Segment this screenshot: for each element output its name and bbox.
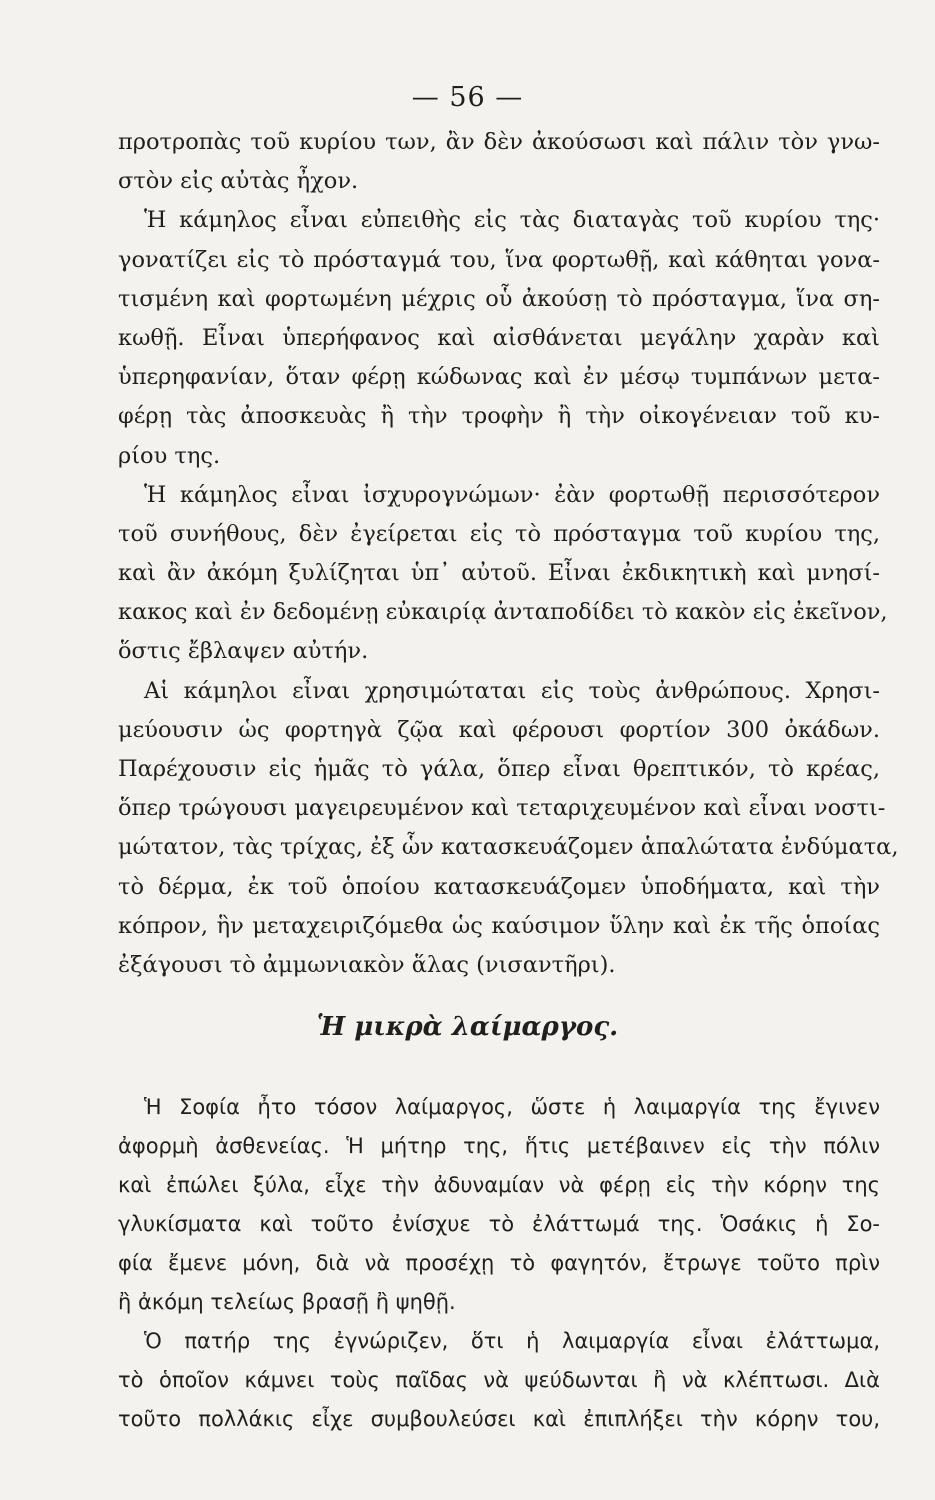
text-line: τοῦ συνήθους, δὲν ἐγείρεται εἰς τὸ πρόσταγμα τοῦ κυρίου της, — [118, 520, 880, 547]
text-line: τὸ δέρμα, ἐκ τοῦ ὁποίου κατασκευάζομεν ὑποδήματα, καὶ τὴν — [118, 873, 880, 900]
text-line: Παρέχουσιν εἰς ἡμᾶς τὸ γάλα, ὅπερ εἶναι θρεπτικόν, τὸ κρέας, — [118, 756, 880, 782]
text-line: κακος καὶ ἐν δεδομένῃ εὐκαιρίᾳ ἀνταποδίδει τὸ κακὸν εἰς ἐκεῖνον, — [118, 599, 888, 626]
body-text-camel — [118, 123, 899, 985]
text-line: γλυκίσματα καὶ τοῦτο ἐνίσχυε τὸ ἐλάττωμά της. Ὁσάκις ἡ Σο- — [118, 1212, 880, 1236]
text-line: μεύουσιν ὡς φορτηγὰ ζῷα καὶ φέρουσι φορτίον 300 ὀκάδων. — [118, 716, 880, 743]
text-line: καὶ ἂν ἀκόμη ξυλίζηται ὑπ᾿ αὐτοῦ. Εἶναι ἐκδικητικὴ καὶ μνησί- — [118, 560, 880, 587]
text-line: Αἱ κάμηλοι εἶναι χρησιμώταται εἰς τοὺς ἀνθρώπους. Χρησι- — [144, 677, 880, 704]
text-line: καὶ ἐπώλει ξύλα, εἶχε τὴν ἀδυναμίαν νὰ φέρῃ εἰς τὴν κόρην της — [118, 1173, 880, 1197]
text-line: ἐξάγουσι τὸ ἀμμωνιακὸν ἅλας (νισαντῆρι). — [118, 951, 616, 978]
text-line: ὑπερηφανίαν, ὅταν φέρῃ κώδωνας καὶ ἐν μέσῳ τυμπάνων μετα- — [118, 364, 880, 391]
text-line: φία ἔμενε μόνη, διὰ νὰ προσέχῃ τὸ φαγητόν, ἔτρωγε τοῦτο πρὶν — [118, 1251, 880, 1275]
text-line: Ἡ κάμηλος εἶναι ἰσχυρογνώμων· ἐὰν φορτωθῇ περισσότερον — [144, 481, 880, 508]
text-line: ἀφορμὴ ἀσθενείας. Ἡ μήτηρ της, ἥτις μετέβαινεν εἰς τὴν πόλιν — [118, 1134, 880, 1158]
section-heading: Ἡ μικρὰ λαίμαργος. — [316, 1012, 619, 1042]
text-line: στὸν εἰς αὐτὰς ἦχον. — [118, 168, 359, 195]
text-line: φέρῃ τὰς ἀποσκευὰς ἢ τὴν τροφὴν ἢ τὴν οἰκογένειαν τοῦ κυ- — [118, 403, 880, 430]
text-line: μώτατον, τὰς τρίχας, ἐξ ὧν κατασκευάζομεν ἁπαλώτατα ἐνδύματα, — [118, 834, 899, 861]
text-line: προτροπὰς τοῦ κυρίου των, ἂν δὲν ἀκούσωσι καὶ πάλιν τὸν γνω- — [118, 129, 880, 155]
text-line: ὅστις ἔβλαψεν αὐτήν. — [118, 638, 369, 665]
text-line: τισμένη καὶ φορτωμένη μέχρις οὗ ἀκούσῃ τὸ πρόσταγμα, ἵνα ση- — [118, 285, 880, 312]
text-line: τὸ ὁποῖον κάμνει τοὺς παῖδας νὰ ψεύδωνται ἢ νὰ κλέπτωσι. Διὰ — [118, 1368, 880, 1392]
text-line: ρίου της. — [118, 442, 221, 469]
body-text-sophia — [118, 1088, 880, 1439]
text-line: τοῦτο πολλάκις εἶχε συμβουλεύσει καὶ ἐπιπλήξει τὴν κόρην του, — [118, 1407, 880, 1431]
text-line: Ἡ Σοφία ἦτο τόσον λαίμαργος, ὥστε ἡ λαιμαργία της ἔγινεν — [144, 1095, 880, 1119]
text-line: κωθῇ. Εἶναι ὑπερήφανος καὶ αἰσθάνεται μεγάλην χαρὰν καὶ — [118, 324, 880, 351]
text-line: Ἡ κάμηλος εἶναι εὐπειθὴς εἰς τὰς διαταγὰς τοῦ κυρίου της· — [144, 207, 880, 234]
text-line: ὅπερ τρώγουσι μαγειρευμένον καὶ τεταριχευμένον καὶ εἶναι νοστι- — [118, 795, 886, 822]
text-line: ἢ ἀκόμη τελείως βρασῇ ἢ ψηθῇ. — [118, 1290, 456, 1314]
page-number: — 56 — — [411, 82, 524, 113]
text-line: Ὁ πατήρ της ἐγνώριζεν, ὅτι ἡ λαιμαργία εἶναι ἐλάττωμα, — [144, 1329, 880, 1353]
text-line: γονατίζει εἰς τὸ πρόσταγμά του, ἵνα φορτωθῇ, καὶ κάθηται γονα- — [118, 246, 880, 273]
text-line: κόπρον, ἣν μεταχειριζόμεθα ὡς καύσιμον ὕλην καὶ ἐκ τῆς ὁποίας — [118, 912, 880, 939]
